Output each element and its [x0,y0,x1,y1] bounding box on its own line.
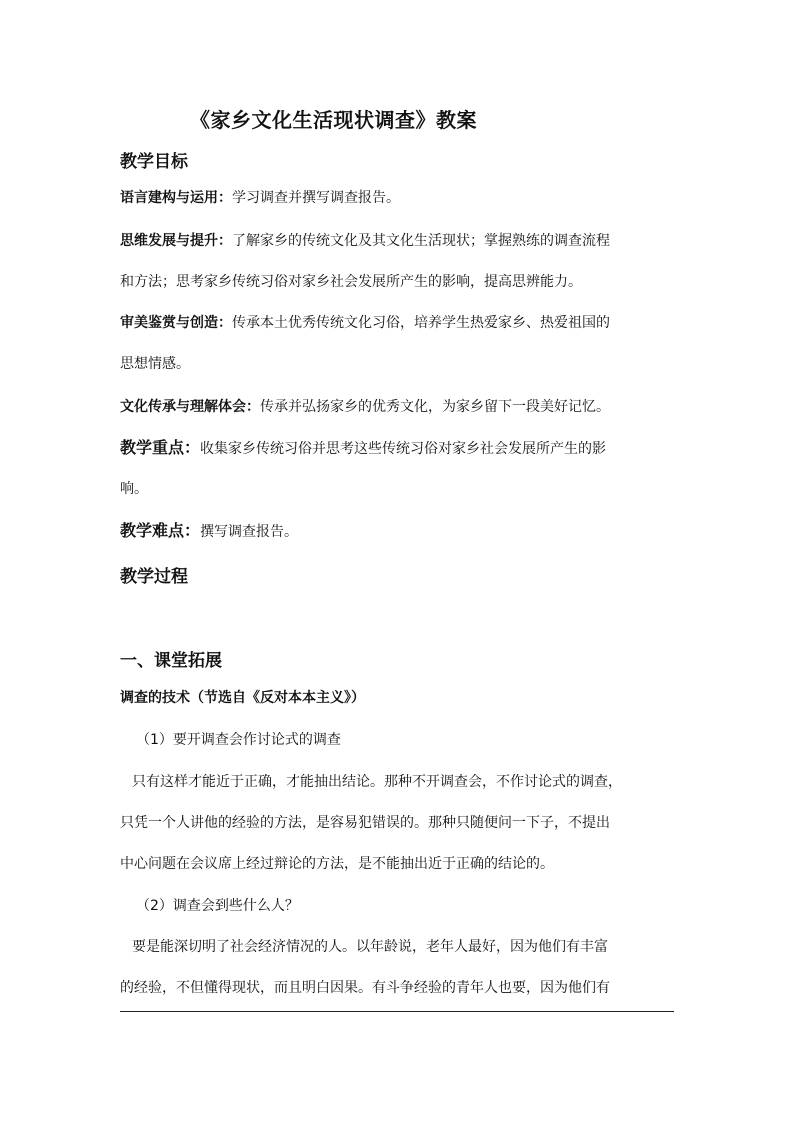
point-2-line-2: 的经验，不但懂得现状，而且明白因果。有斗争经验的青年人也要，因为他们有 [120,980,610,996]
difficulty [120,521,680,542]
goal-thinking-text-1: 了解家乡的传统文化及其文化生活现状；掌握熟练的调查流程 [232,233,610,249]
goal-aesthetic-text-1: 传承本土优秀传统文化习俗，培养学生热爱家乡、热爱祖国的 [232,315,610,331]
point-1-line-3: 中心问题在会议席上经过辩论的方法，是不能抽出近于正确的结论的。 [120,856,554,872]
goal-aesthetic-continued: 思想情感。 [120,356,190,372]
goal-culture-text: 传承并弘扬家乡的优秀文化，为家乡留下一段美好记忆。 [260,399,610,415]
goals-heading: 教学目标 [120,152,188,172]
key-point-label: 教学重点： [120,438,201,457]
key-point-text-1: 收集家乡传统习俗并思考这些传统习俗对家乡社会发展所产生的影 [200,441,607,457]
difficulty-text: 撰写调查报告。 [200,524,299,540]
difficulty-label: 教学难点： [120,521,201,540]
goal-thinking [120,231,680,251]
goal-culture-label: 文化传承与理解体会： [120,399,260,415]
point-1-line-1: 只有这样才能近于正确，才能抽出结论。那种不开调查会，不作讨论式的调查， [132,774,622,790]
goal-language-label: 语言建构与运用： [120,190,232,206]
section-heading: 一、课堂拓展 [120,651,222,671]
point-1-line-2: 只凭一个人讲他的经验的方法，是容易犯错误的。那种只随便问一下子，不提出 [120,815,610,831]
page-bottom-rule [120,1011,674,1012]
goal-aesthetic-label: 审美鉴赏与创造： [120,315,232,331]
document-title: 《家乡文化生活现状调查》教案 [190,108,477,132]
point-2-line-1: 要是能深切明了社会经济情况的人。以年龄说，老年人最好，因为他们有丰富 [132,939,608,955]
process-heading: 教学过程 [120,567,188,587]
subheading-text: 调查的技术（节选自《反对本本主义》） [120,690,365,706]
goal-language [120,188,680,208]
goal-thinking-continued: 和方法；思考家乡传统习俗对家乡社会发展所产生的影响，提高思辨能力。 [120,274,582,290]
subheading [120,688,680,708]
goal-culture [120,397,680,417]
key-point [120,438,680,459]
point-1-heading: （1）要开调查会作讨论式的调查 [136,732,341,748]
goal-thinking-label: 思维发展与提升： [120,233,232,249]
goal-language-text: 学习调查并撰写调查报告。 [232,190,400,206]
goal-aesthetic [120,313,680,333]
point-2-heading: （2）调查会到些什么人？ [136,898,299,914]
key-point-continued: 响。 [120,481,148,497]
